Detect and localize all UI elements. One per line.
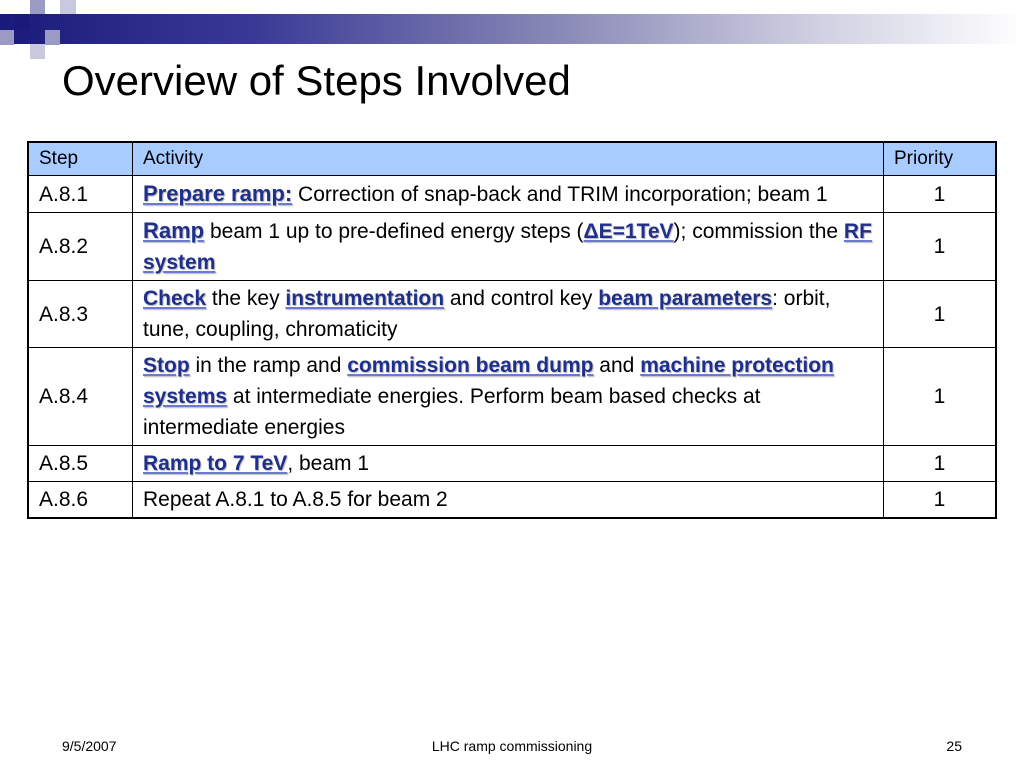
footer-title: LHC ramp commissioning — [431, 738, 593, 754]
decor-square — [30, 0, 45, 14]
activity-text: ); commission the — [673, 220, 844, 243]
header-step: Step — [28, 142, 133, 176]
activity-text: beam 1 up to pre-defined energy steps ( — [204, 220, 584, 243]
activity-text: Correction of snap-back and TRIM incorporation; beam 1 — [292, 183, 828, 206]
cell-priority: 1 — [884, 176, 997, 213]
activity-keyword: Stop — [143, 354, 190, 377]
activity-text: at intermediate energies. Perform beam based checks at intermediate energies — [143, 385, 761, 439]
activity-keyword: Check — [143, 287, 207, 310]
cell-activity — [133, 482, 884, 519]
table-header-row — [28, 142, 996, 176]
table-row — [28, 348, 996, 446]
cell-priority: 1 — [884, 281, 997, 348]
header-priority: Priority — [884, 142, 997, 176]
header-activity: Activity — [133, 142, 884, 176]
cell-step: A.8.3 — [28, 281, 133, 348]
activity-keyword: commission beam dump — [347, 354, 594, 377]
cell-activity — [133, 348, 884, 446]
steps-table — [27, 141, 997, 519]
cell-step: A.8.1 — [28, 176, 133, 213]
cell-activity — [133, 213, 884, 281]
cell-priority: 1 — [884, 446, 997, 482]
table-row — [28, 213, 996, 281]
cell-priority: 1 — [884, 348, 997, 446]
decor-square — [30, 44, 45, 59]
slide-title: Overview of Steps Involved — [62, 57, 571, 104]
activity-text: in the ramp and — [189, 354, 348, 377]
decor-square — [45, 30, 60, 45]
activity-text: Repeat A.8.1 to A.8.5 for beam 2 — [143, 488, 448, 511]
activity-keyword: Ramp to 7 TeV — [143, 452, 288, 475]
activity-keyword: beam parameters — [598, 287, 773, 310]
cell-activity — [133, 446, 884, 482]
cell-step: A.8.2 — [28, 213, 133, 281]
cell-activity — [133, 281, 884, 348]
activity-text: , beam 1 — [287, 452, 370, 475]
table-row — [28, 482, 996, 519]
activity-keyword: instrumentation — [285, 287, 445, 310]
table-row — [28, 281, 996, 348]
header-gradient-band — [0, 14, 1024, 44]
activity-keyword: machine protection systems — [143, 354, 834, 408]
activity-keyword: Prepare ramp: — [143, 181, 293, 206]
activity-keyword: RF system — [143, 220, 872, 274]
table-row — [28, 176, 996, 213]
decor-square — [0, 30, 14, 45]
activity-text: : orbit, tune, coupling, chromaticity — [143, 287, 831, 341]
footer-page-number: 25 — [946, 738, 962, 754]
table-row — [28, 446, 996, 482]
activity-text: and control key — [444, 287, 599, 310]
cell-priority: 1 — [884, 482, 997, 519]
decor-square — [14, 14, 29, 30]
decor-square — [60, 0, 76, 14]
cell-priority: 1 — [884, 213, 997, 281]
cell-step: A.8.5 — [28, 446, 133, 482]
activity-keyword: ΔE=1TeV — [583, 220, 674, 243]
table-body — [28, 176, 996, 519]
footer-date: 9/5/2007 — [62, 738, 117, 754]
cell-step: A.8.4 — [28, 348, 133, 446]
cell-step: A.8.6 — [28, 482, 133, 519]
cell-activity — [133, 176, 884, 213]
activity-text: and — [593, 354, 641, 377]
activity-keyword: Ramp — [143, 218, 205, 243]
activity-text: the key — [206, 287, 286, 310]
